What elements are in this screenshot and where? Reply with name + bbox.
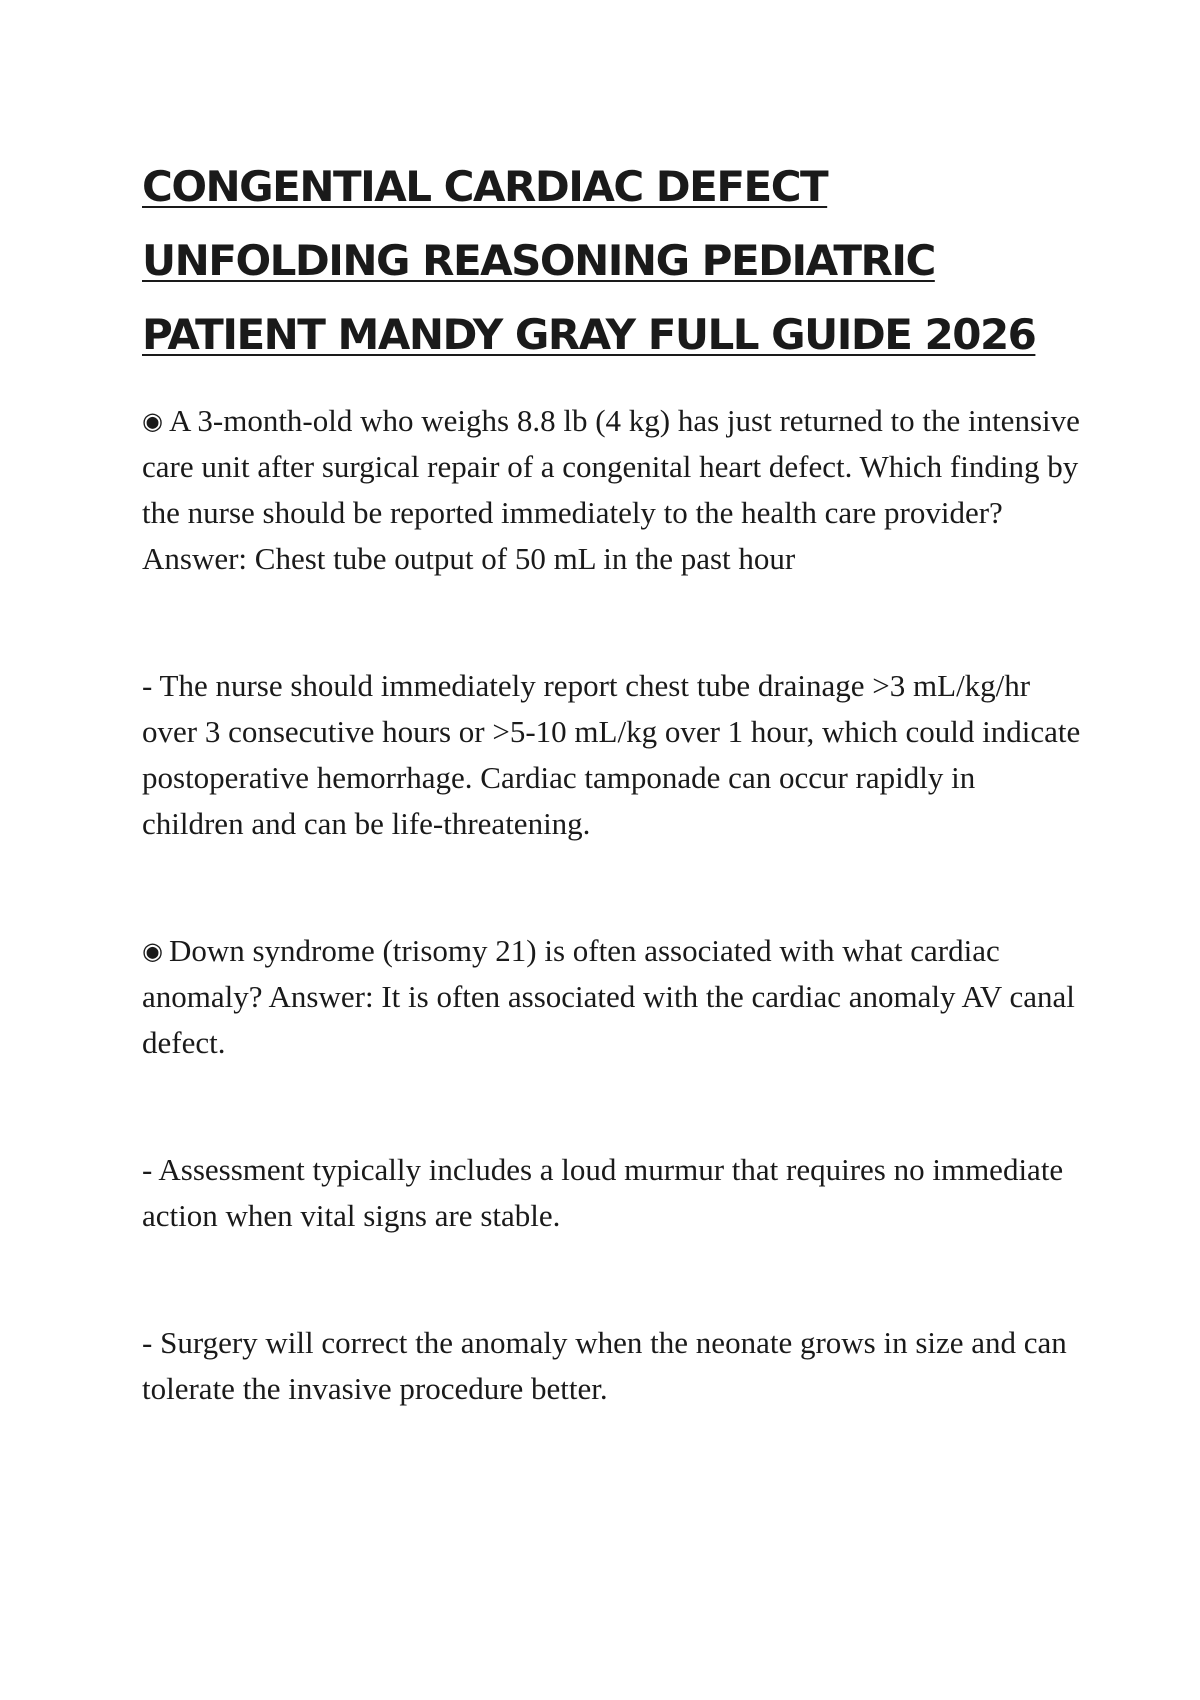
explanation-paragraph: - Assessment typically includes a loud murmur that requires no immediate action when vital signs are stable.	[142, 1152, 1064, 1233]
question-text: Down syndrome (trisomy 21) is often associated with what cardiac anomaly? Answer: It is often associated with the cardiac anomaly AV canal defect.	[142, 933, 1075, 1060]
question-paragraph	[142, 398, 1082, 582]
radio-bullet-icon: ◉	[142, 937, 163, 965]
document-page	[142, 150, 1082, 1412]
radio-bullet-icon: ◉	[142, 407, 163, 435]
explanation-paragraph: - The nurse should immediately report chest tube drainage >3 mL/kg/hr over 3 consecutive hours or >5-10 mL/kg over 1 hour, which could indicate postoperative hemorrhage. Cardiac tamponade can occur rapidly in children and can be life-threatening.	[142, 668, 1081, 841]
question-paragraph	[142, 928, 1082, 1066]
explanation-paragraph: - Surgery will correct the anomaly when the neonate grows in size and can tolerate the invasive procedure better.	[142, 1325, 1067, 1406]
question-text: A 3-month-old who weighs 8.8 lb (4 kg) has just returned to the intensive care unit after surgical repair of a congenital heart defect. Which finding by the nurse should be reported immediately to the health care provider? Answer: Chest tube output of 50 mL in the past hour	[142, 403, 1080, 576]
document-title: CONGENTIAL CARDIAC DEFECT UNFOLDING REASONING PEDIATRIC PATIENT MANDY GRAY FULL GUIDE 2026	[142, 162, 1036, 359]
